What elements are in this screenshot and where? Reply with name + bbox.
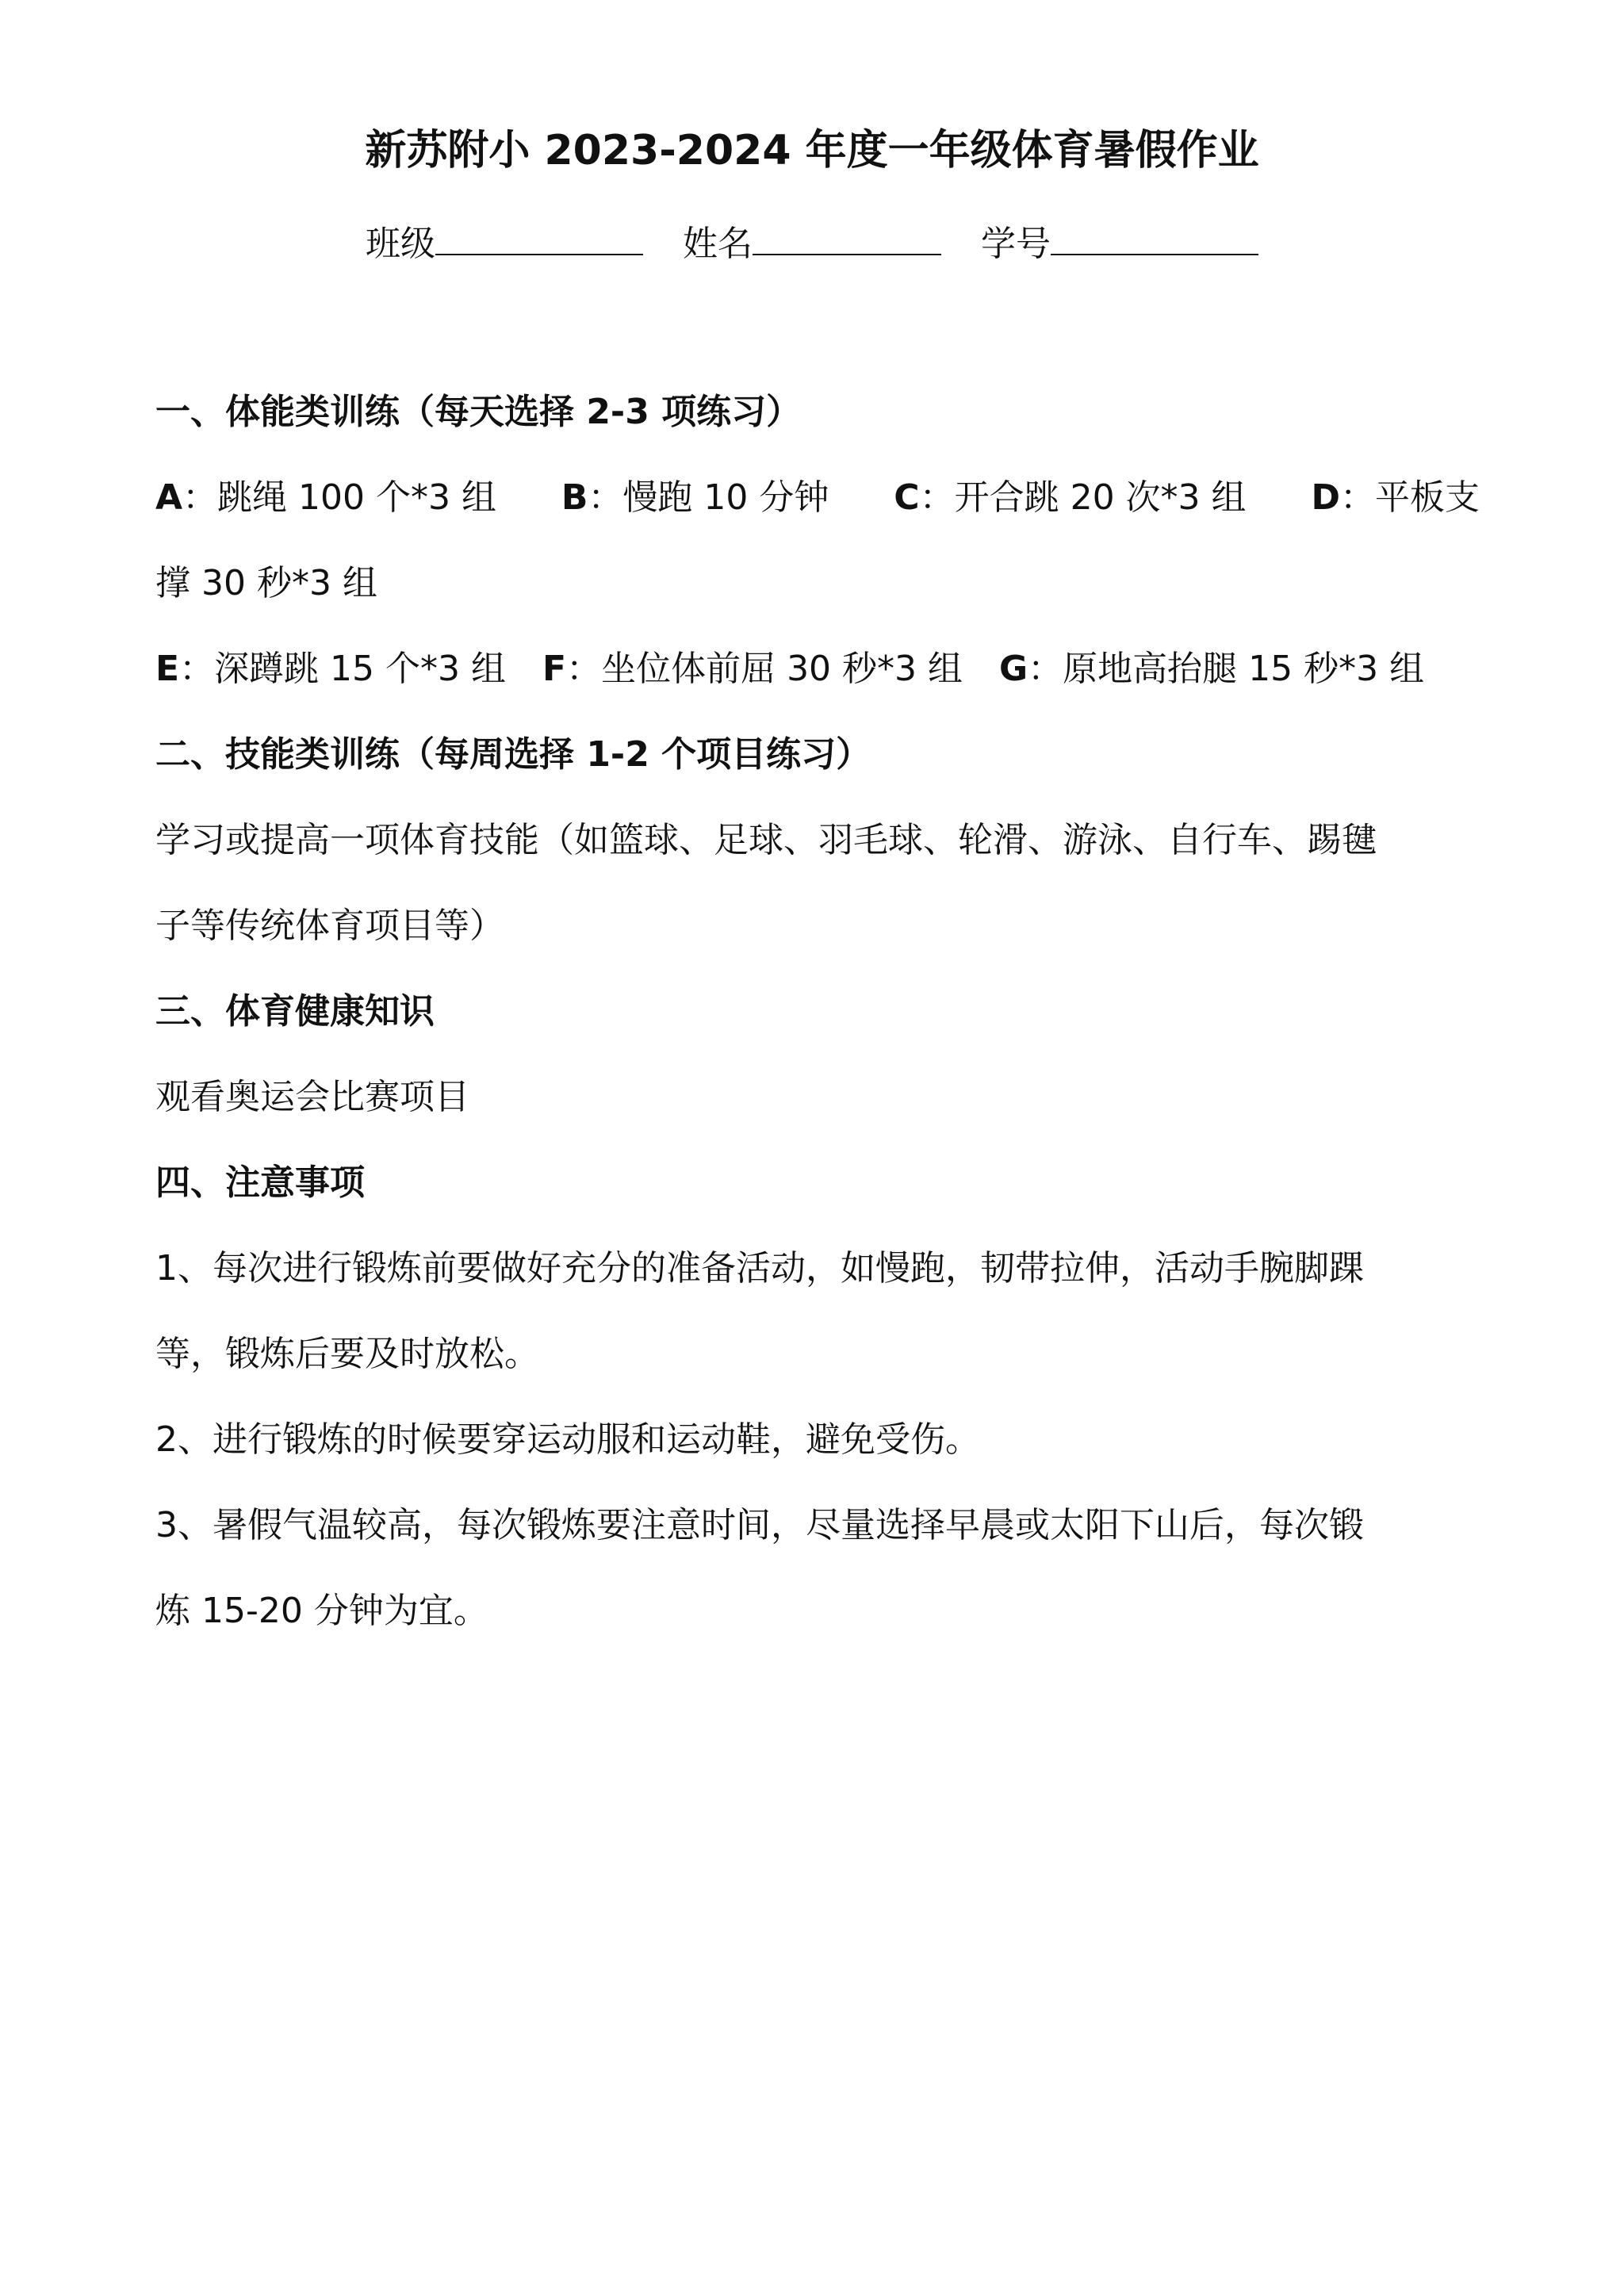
note-item-2: 2、进行锻炼的时候要穿运动服和运动鞋，避免受伤。 <box>155 1419 980 1460</box>
exercise-sep: ： <box>1339 477 1375 518</box>
exercise-code: D <box>1311 477 1340 518</box>
note-item-3-line: 3、暑假气温较高，每次锻炼要注意时间，尽量选择早晨或太阳下山后，每次锻 <box>155 1505 1364 1545</box>
section-heading-physical: 一、体能类训练（每天选择 2-3 项练习） <box>155 392 802 432</box>
exercise-item <box>894 473 1246 558</box>
exercise-row-2 <box>155 644 1480 730</box>
exercise-text: 开合跳 20 次*3 组 <box>954 477 1247 518</box>
exercise-text: 平板支 <box>1374 477 1480 518</box>
section-heading-skills: 二、技能类训练（每周选择 1-2 个项目练习） <box>155 734 871 775</box>
exercise-sep: ： <box>588 477 623 518</box>
exercise-text: 深蹲跳 15 个*3 组 <box>214 649 507 689</box>
exercise-code: F <box>542 649 567 689</box>
student-id-label: 学号 <box>981 224 1051 264</box>
note-item-1-line: 等，锻炼后要及时放松。 <box>155 1334 539 1374</box>
exercise-item <box>1311 473 1480 558</box>
exercise-sep: ： <box>182 477 218 518</box>
exercise-item <box>542 644 963 730</box>
class-blank <box>435 222 643 255</box>
exercise-code: B <box>561 477 588 518</box>
exercise-text: 跳绳 100 个*3 组 <box>217 477 496 518</box>
class-label: 班级 <box>366 224 435 264</box>
exercise-sep: ： <box>566 649 602 689</box>
exercise-code: A <box>155 477 183 518</box>
exercise-code: E <box>155 649 180 689</box>
note-item-1-line: 1、每次进行锻炼前要做好充分的准备活动，如慢跑，韧带拉伸，活动手腕脚踝 <box>155 1248 1364 1289</box>
exercise-item <box>155 473 496 558</box>
exercise-row-1 <box>155 473 1480 558</box>
exercise-item <box>561 473 829 558</box>
skills-body-line: 子等传统体育项目等） <box>155 906 504 946</box>
note-item-3-line: 炼 15-20 分钟为宜。 <box>155 1591 488 1631</box>
skills-body-line: 学习或提高一项体育技能（如篮球、足球、羽毛球、轮滑、游泳、自行车、踢毽 <box>155 820 1377 860</box>
exercise-item <box>999 644 1424 730</box>
exercise-text: 坐位体前屈 30 秒*3 组 <box>601 649 963 689</box>
exercise-continuation: 撑 30 秒*3 组 <box>155 563 377 603</box>
exercise-text: 慢跑 10 分钟 <box>622 477 829 518</box>
knowledge-body: 观看奥运会比赛项目 <box>155 1077 469 1117</box>
exercise-code: C <box>894 477 920 518</box>
exercise-text: 原地高抬腿 15 秒*3 组 <box>1063 649 1425 689</box>
class-field <box>366 219 643 270</box>
exercise-code: G <box>999 649 1028 689</box>
section-heading-knowledge: 三、体育健康知识 <box>155 991 435 1032</box>
document-body <box>155 387 1480 1672</box>
name-blank <box>753 222 941 255</box>
section-heading-notes: 四、注意事项 <box>155 1162 365 1203</box>
exercise-item <box>155 644 506 730</box>
exercise-sep: ： <box>179 649 215 689</box>
name-field <box>683 219 941 270</box>
exercise-sep: ： <box>919 477 955 518</box>
student-info-row <box>0 219 1624 270</box>
name-label: 姓名 <box>683 224 753 264</box>
student-id-blank <box>1051 222 1258 255</box>
exercise-sep: ： <box>1028 649 1063 689</box>
student-id-field <box>981 219 1258 270</box>
document-title: 新苏附小 2023-2024 年度一年级体育暑假作业 <box>365 127 1259 174</box>
